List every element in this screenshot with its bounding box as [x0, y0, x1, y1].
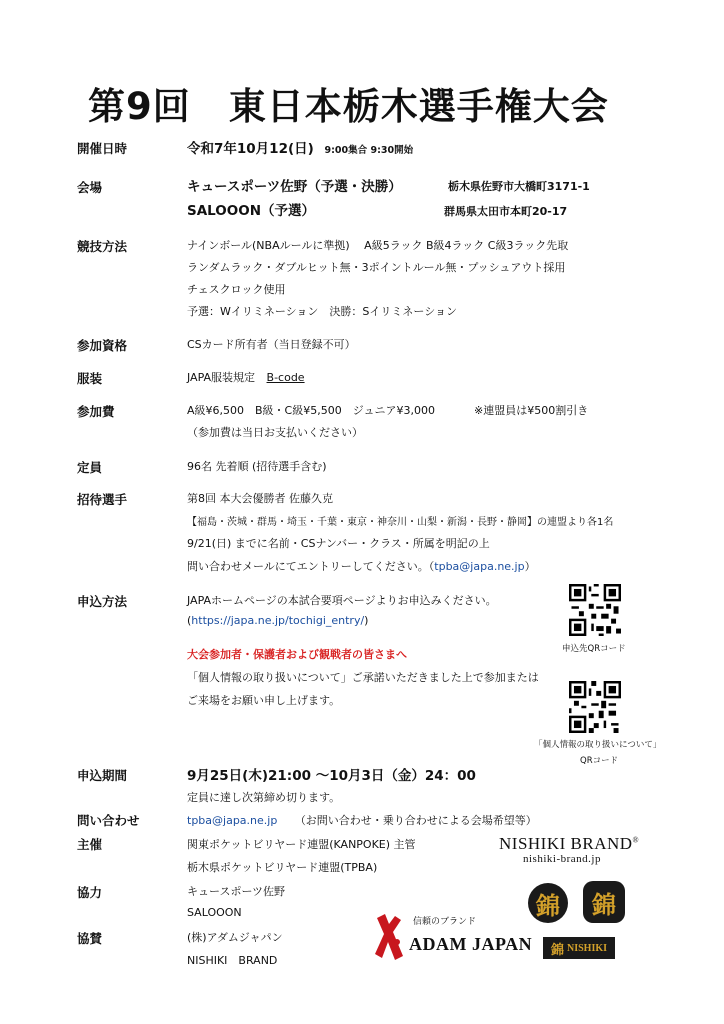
sponsor-line-2: NISHIKI BRAND: [187, 954, 278, 967]
registered-mark: ®: [632, 835, 640, 845]
privacy-qr-caption-2: QRコード: [580, 756, 619, 766]
invited-line-3: 9/21(日) までに名前・CSナンバー・クラス・所属を明記の上: [187, 537, 490, 550]
nishiki-brand-text: NISHIKI BRAND: [499, 834, 633, 853]
fee-label: 参加費: [77, 404, 115, 419]
apply-label: 申込方法: [77, 594, 128, 609]
nishiki-kanji: 錦: [592, 889, 616, 919]
invited-label: 招待選手: [77, 492, 128, 507]
entry-qr-code[interactable]: [569, 584, 621, 636]
page-title: 第9回 東日本栃木選手権大会: [88, 85, 609, 128]
privacy-line-1: 「個人情報の取り扱いについて」ご承諾いただきました上で参加または: [187, 671, 539, 684]
eligibility-label: 参加資格: [77, 338, 128, 353]
fee-line-2: （参加費は当日お支払いください）: [187, 426, 363, 439]
method-line-4: 予選：Wイリミネーション 決勝：Sイリミネーション: [187, 305, 457, 318]
nishiki-kanji: 錦: [536, 890, 560, 920]
host-label: 主催: [77, 837, 103, 852]
qr-code-icon: [569, 584, 621, 636]
nishiki-brand-logo: [499, 834, 639, 854]
nishiki-small-text: NISHIKI: [567, 942, 608, 954]
period-label: 申込期間: [77, 768, 128, 783]
dress-code: B-code: [266, 371, 305, 384]
invited-line-4-text: 問い合わせメールにてエントリーしてください。（: [187, 560, 435, 573]
method-line-2: ランダムラック・ダブルヒット無・3ポイントルール無・プッシュアウト採用: [187, 261, 566, 274]
qr-code-icon: [569, 681, 621, 733]
sponsor-label: 協賛: [77, 931, 103, 946]
fee-value: A級¥6,500 B級・C級¥5,500 ジュニア¥3,000: [187, 404, 435, 417]
coop-line-1: キュースポーツ佐野: [187, 885, 286, 898]
privacy-qr-caption-1: 「個人情報の取り扱いについて」: [534, 740, 662, 750]
host-line-1: 関東ポケットビリヤード連盟(KANPOKE) 主管: [187, 838, 416, 851]
apply-line-2: [187, 614, 368, 627]
nishiki-small-kanji: 錦: [550, 942, 564, 958]
invited-line-1: 第8回 本大会優勝者 佐藤久克: [187, 492, 333, 505]
privacy-qr-code[interactable]: [569, 681, 621, 733]
invited-email-link[interactable]: tpba@japa.ne.jp: [434, 560, 525, 573]
privacy-line-2: ご来場をお願い申し上げます。: [187, 694, 341, 707]
adam-tagline: 信頼のブランド: [413, 917, 477, 927]
coop-line-2: SALOOON: [187, 906, 242, 919]
period-value: 9月25日(木)21:00 ～10月3日（金）24：00: [187, 768, 476, 784]
adam-japan-text: ADAM JAPAN: [409, 934, 533, 954]
dress-label: 服装: [77, 371, 103, 386]
capacity-label: 定員: [77, 460, 103, 475]
method-line-3: チェスクロック使用: [187, 283, 286, 296]
invited-line-4: [187, 558, 536, 574]
apply-url-link[interactable]: https://japa.ne.jp/tochigi_entry/: [191, 614, 365, 627]
nishiki-badge-2: [583, 881, 625, 923]
method-label: 競技方法: [77, 239, 128, 254]
coop-label: 協力: [77, 885, 103, 900]
host-line-2: 栃木県ポケットビリヤード連盟(TPBA): [187, 861, 378, 874]
apply-paren-open: (: [187, 614, 192, 627]
dress-value: [187, 369, 305, 385]
apply-line-1: JAPAホームページの本試合要項ページよりお申込みください。: [187, 594, 497, 607]
adam-japan-logo: [373, 908, 533, 966]
dress-rule: JAPA服装規定: [187, 371, 256, 384]
date-main: 令和7年10月12(日): [187, 141, 314, 157]
date-label: 開催日時: [77, 141, 128, 156]
sponsor-line-1: (株)アダムジャパン: [187, 931, 283, 944]
fee-note: ※連盟員は¥500割引き: [474, 404, 589, 417]
date-value: [187, 137, 413, 157]
date-note: 9:00集合 9:30開始: [324, 145, 414, 156]
apply-paren-close: ): [364, 614, 369, 627]
method-line-1: ナインボール(NBAルールに準拠) A級5ラック B級4ラック C級3ラック先取: [187, 239, 569, 252]
privacy-notice-heading: 大会参加者・保護者および観戦者の皆さまへ: [187, 648, 407, 661]
contact-value: [187, 812, 537, 828]
venue-label: 会場: [77, 180, 103, 195]
adam-mark-icon: [373, 912, 405, 962]
capacity-value: 96名 先着順 (招待選手含む): [187, 460, 327, 473]
contact-email-link[interactable]: tpba@japa.ne.jp: [187, 814, 278, 827]
invited-line-2: 【福島・茨城・群馬・埼玉・千葉・東京・神奈川・山梨・新潟・長野・静岡】の連盟より各1名: [187, 517, 614, 528]
eligibility-value: CSカード所有者（当日登録不可）: [187, 338, 356, 351]
nishiki-badge-1: [528, 883, 568, 923]
venue-1: キュースポーツ佐野（予選・決勝）: [187, 179, 402, 195]
invited-line-4-close: ）: [524, 560, 536, 573]
venue-1-address: 栃木県佐野市大橋町3171-1: [448, 180, 590, 193]
venue-2: SALOOON（予選）: [187, 203, 316, 219]
nishiki-small-logo: [543, 937, 615, 959]
nishiki-brand-url: nishiki-brand.jp: [523, 853, 601, 865]
contact-note: （お問い合わせ・乗り合わせによる会場希望等）: [294, 814, 537, 827]
contact-label: 問い合わせ: [77, 813, 140, 828]
venue-2-address: 群馬県太田市本町20-17: [444, 205, 568, 218]
entry-qr-caption: 申込先QRコード: [562, 644, 626, 654]
period-note: 定員に達し次第締め切ります。: [187, 791, 341, 804]
